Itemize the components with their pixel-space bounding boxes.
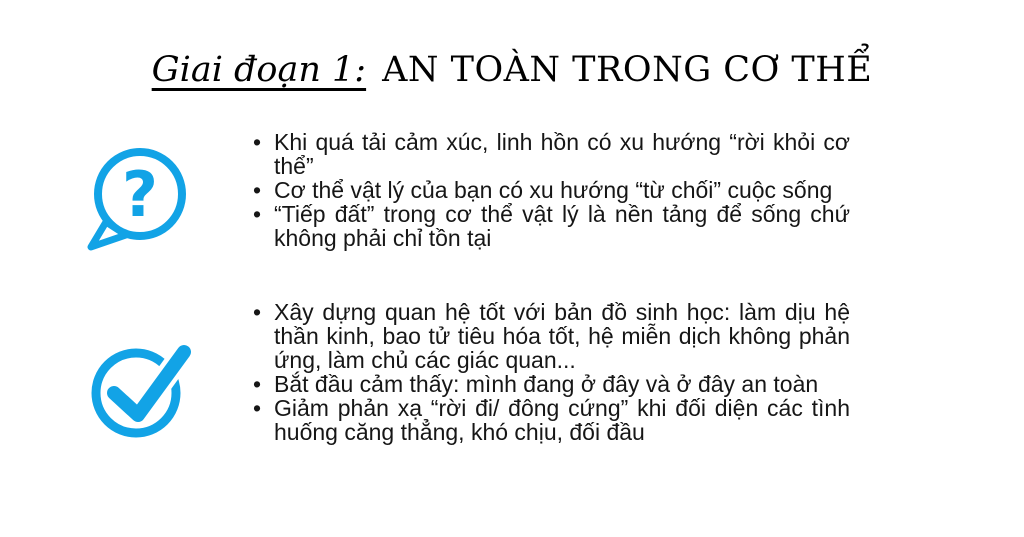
title-main-text: AN TOÀN TRONG CƠ THỂ	[382, 50, 873, 90]
title-phase-label: Giai đoạn 1:	[151, 50, 367, 90]
check-circle-icon	[90, 338, 196, 442]
bullet-item: • Cơ thể vật lý của bạn có xu hướng “từ chối” cuộc sống	[250, 178, 850, 202]
slide-title	[0, 50, 1024, 90]
bullet-item: • Xây dựng quan hệ tốt với bản đồ sinh học: làm dịu hệ thần kinh, bao tử tiêu hóa tốt, hệ miễn dịch không phản ứng, làm chủ các giác quan...	[250, 300, 850, 372]
question-speech-bubble-icon	[86, 146, 190, 252]
bullet-list-challenges	[250, 130, 850, 250]
bullet-item: • Bắt đầu cảm thấy: mình đang ở đây và ở đây an toàn	[250, 372, 850, 396]
bullet-item: • Khi quá tải cảm xúc, linh hồn có xu hướng “rời khỏi cơ thể”	[250, 130, 850, 178]
bullet-item: • Giảm phản xạ “rời đi/ đông cứng” khi đối diện các tình huống căng thẳng, khó chịu, đối đầu	[250, 396, 850, 444]
bullet-list-goals	[250, 300, 850, 444]
bullet-item: • “Tiếp đất” trong cơ thể vật lý là nền tảng để sống chứ không phải chỉ tồn tại	[250, 202, 850, 250]
question-mark-glyph: ?	[122, 158, 158, 231]
